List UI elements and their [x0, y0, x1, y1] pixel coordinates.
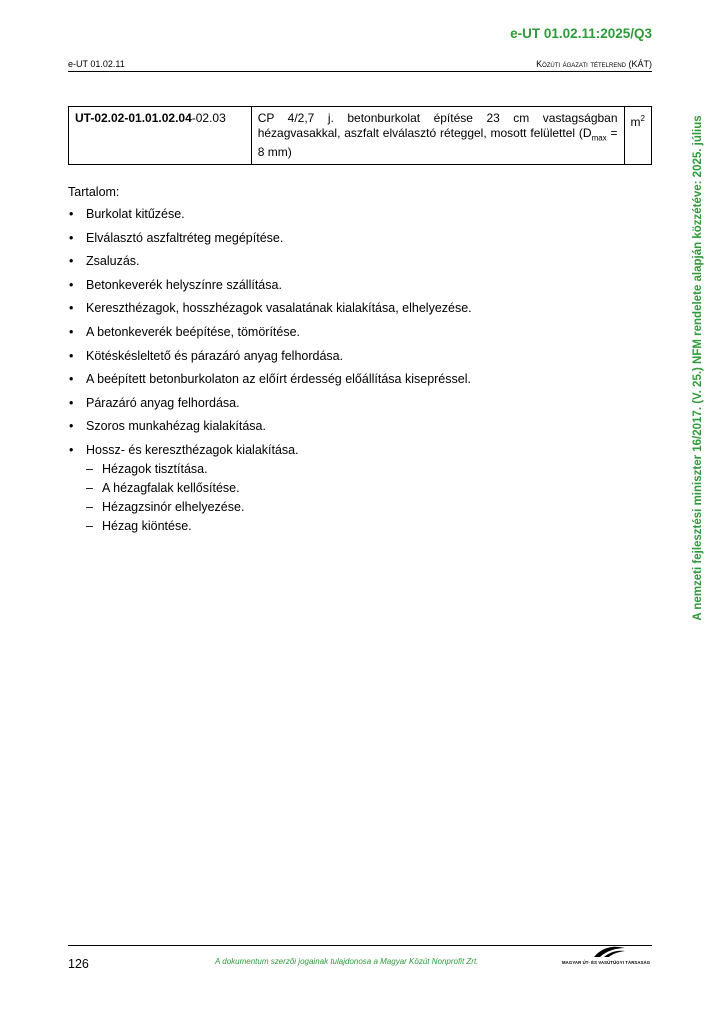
bullet-icon: • — [69, 419, 74, 434]
item-description-end: = 8 mm) — [257, 126, 618, 160]
list-item-text: Betonkeverék helyszínre szállítása. — [86, 277, 282, 292]
header-divider — [68, 71, 652, 72]
header-right-text: Közúti ágazati tételrend (KÁT) — [536, 59, 652, 69]
sub-list-item — [86, 480, 628, 496]
page-number: 126 — [68, 957, 89, 971]
list-item-text: Szoros munkahézag kialakítása. — [86, 419, 266, 434]
item-code-suffix: -02.03 — [191, 111, 226, 125]
sub-list — [86, 461, 628, 534]
list-item — [68, 371, 628, 387]
side-publication-note: A nemzeti fejlesztési miniszter 16/2017. (V. 25.) NFM rendelete alapján közzétéve: 2025. július — [692, 115, 704, 621]
header-right-title — [536, 59, 652, 69]
bullet-icon: • — [69, 372, 74, 387]
sub-list-item — [86, 461, 628, 477]
sub-list-item-text: Hézag kiöntése. — [102, 518, 192, 533]
list-item-text: Kereszthézagok, hosszhézagok vasalatának kialakítása, elhelyezése. — [86, 301, 472, 316]
society-logo — [562, 945, 654, 969]
item-code-cell — [69, 107, 252, 165]
dash-icon: – — [86, 480, 93, 495]
list-item — [68, 418, 628, 434]
list-item-text: Elválasztó aszfaltréteg megépítése. — [86, 230, 284, 245]
bullet-icon: • — [69, 301, 74, 316]
item-code-bold: UT-02.02-01.01.02.04 — [75, 111, 192, 125]
document-code: e-UT 01.02.11:2025/Q3 — [510, 26, 652, 41]
list-item — [68, 253, 628, 269]
bullet-icon: • — [69, 230, 74, 245]
list-item-text: A betonkeverék beépítése, tömörítése. — [86, 324, 301, 339]
item-description: CP 4/2,7 j. betonburkolat építése 23 cm vastagságban hézagvasakkal, aszfalt elválasztó réteggel, mosott felülettel (D — [257, 111, 618, 140]
dash-icon: – — [86, 518, 93, 533]
list-item — [68, 395, 628, 411]
sub-list-item — [86, 518, 628, 534]
item-description-cell — [251, 107, 624, 165]
item-unit-superscript: 2 — [640, 114, 645, 123]
bullet-icon: • — [69, 277, 74, 292]
sub-list-item-text: A hézagfalak kellősítése. — [102, 480, 240, 495]
content-list — [68, 206, 628, 542]
content-title: Tartalom: — [68, 185, 120, 199]
list-item — [68, 300, 628, 316]
bullet-icon: • — [69, 348, 74, 363]
list-item — [68, 206, 628, 222]
bullet-icon: • — [69, 324, 74, 339]
list-item — [68, 277, 628, 293]
bullet-icon: • — [69, 207, 74, 221]
list-item — [68, 442, 628, 534]
list-item-text: Burkolat kitűzése. — [86, 207, 185, 221]
header-left-code: e-UT 01.02.11 — [68, 59, 125, 69]
bullet-icon: • — [69, 395, 74, 410]
copyright-note: A dokumentum szerzői jogainak tulajdonosa a Magyar Közút Nonprofit Zrt. — [215, 957, 479, 966]
sub-list-item-text: Hézagzsinór elhelyezése. — [102, 499, 245, 514]
list-item-text: Zsaluzás. — [86, 254, 140, 269]
list-item — [68, 324, 628, 340]
logo-text: MAGYAR ÚT- ÉS VASÚTÜGYI TÁRSASÁG — [562, 960, 651, 965]
bullet-icon: • — [69, 254, 74, 269]
list-item-text: Párazáró anyag felhordása. — [86, 395, 240, 410]
sub-list-item-text: Hézagok tisztítása. — [102, 461, 208, 476]
item-description-subscript: max — [591, 133, 607, 143]
item-unit-cell — [624, 107, 651, 165]
table-row — [69, 107, 652, 165]
sub-list-item — [86, 499, 628, 515]
list-item-text: Hossz- és kereszthézagok kialakítása. — [86, 442, 299, 457]
item-unit: m — [630, 115, 641, 129]
bullet-icon: • — [69, 442, 74, 457]
list-item — [68, 230, 628, 246]
item-table — [68, 106, 652, 165]
list-item — [68, 348, 628, 364]
list-item-text: Kötéskésleltető és párazáró anyag felhordása. — [86, 348, 344, 363]
dash-icon: – — [86, 461, 93, 476]
dash-icon: – — [86, 499, 93, 514]
list-item-text: A beépített betonburkolaton az előírt érdesség előállítása kisepréssel. — [86, 372, 471, 387]
road-swoosh-icon — [592, 945, 626, 959]
